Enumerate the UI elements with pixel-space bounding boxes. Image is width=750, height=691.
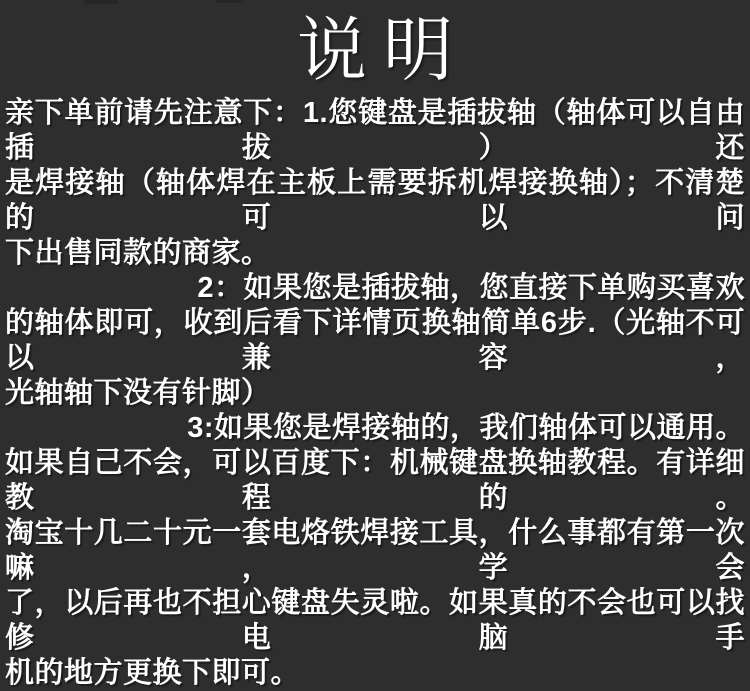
description-line-2: 是焊接轴（轴体焊在主板上需要拆机焊接换轴）；不清楚的可以问 bbox=[5, 167, 745, 234]
description-line-8: 如果自己不会，可以百度下：机械键盘换轴教程。有详细教程的。 bbox=[5, 447, 745, 514]
description-line-10: 了，以后再也不担心键盘失灵啦。如果真的不会也可以找修电脑手 bbox=[5, 587, 745, 654]
description-text bbox=[0, 96, 750, 691]
cropped-text-artifact bbox=[84, 0, 118, 4]
description-line-7: 3:如果您是焊接轴的，我们轴体可以通用。 bbox=[187, 412, 745, 444]
cropped-text-artifact bbox=[216, 0, 244, 3]
description-line-9: 淘宝十几二十元一套电烙铁焊接工具，什么事都有第一次嘛，学会 bbox=[5, 517, 745, 584]
page-title: 说明 bbox=[297, 13, 469, 90]
description-line-3: 下出售同款的商家。 bbox=[5, 237, 271, 269]
description-line-5: 的轴体即可，收到后看下详情页换轴简单6步.（光轴不可以兼容， bbox=[5, 307, 745, 374]
description-line-11: 机的地方更换下即可。 bbox=[5, 657, 301, 689]
description-line-1: 亲下单前请先注意下：1.您键盘是插拔轴（轴体可以自由插拔）还 bbox=[5, 97, 745, 164]
description-line-4: 2：如果您是插拔轴，您直接下单购买喜欢 bbox=[197, 272, 745, 304]
description-line-6: 光轴轴下没有针脚） bbox=[5, 377, 271, 409]
